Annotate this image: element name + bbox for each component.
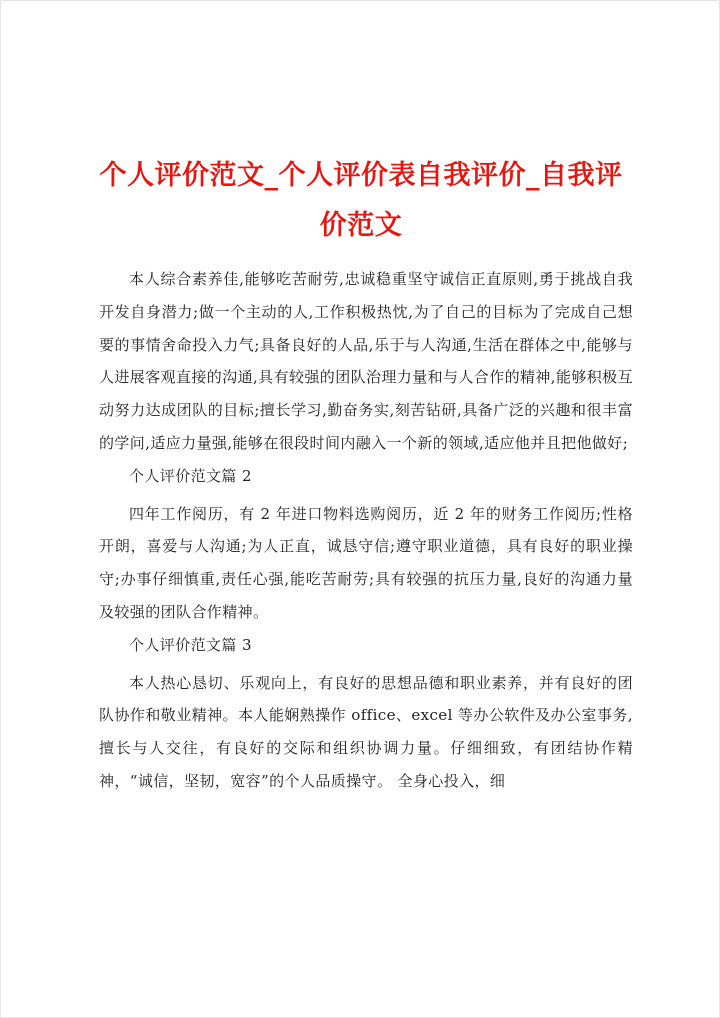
section-heading-2: 个人评价范文篇 2 [129,466,252,485]
document-title: 个人评价范文_个人评价表自我评价_自我评价范文 [99,160,623,241]
paragraph-3: 本人热心恳切、乐观向上，有良好的思想品德和职业素养，并有良好的团队协作和敬业精神。本人能娴熟操作 office、excel 等办公软件及办公室事务,擅长与人交往，有良好的交际和组织协调力量。仔细细致，有团结协作精神，“诚信，坚韧，宽容”的个人品质操守。 全身心投入，细 [99,673,633,790]
section-heading-3: 个人评价范文篇 3 [129,635,252,654]
paragraph-2: 四年工作阅历，有 2 年进口物料选购阅历，近 2 年的财务工作阅历;性格开朗，喜爱与人沟通;为人正直，诚恳守信;遵守职业道德，具有良好的职业操守;办事仔细慎重,责任心强,能吃苦耐劳;具有较强的抗压力量,良好的沟通力量及较强的团队合作精神。 [99,504,633,621]
document-body [99,263,633,798]
paragraph-1: 本人综合素养佳,能够吃苦耐劳,忠诚稳重坚守诚信正直原则,勇于挑战自我开发自身潜力;做一个主动的人,工作积极热忱,为了自己的目标为了完成自己想要的事情舍命投入力气;具备良好的人品,乐于与人沟通,生活在群体之中,能够与人进展客观直接的沟通,具有较强的团队治理力量和与人合作的精神,能够积极互动努力达成团队的目标;擅长学习,勤奋务实,刻苦钻研,具备广泛的兴趣和很丰富的学问,适应力量强,能够在很段时间内融入一个新的领域,适应他并且把他做好; [99,270,633,452]
